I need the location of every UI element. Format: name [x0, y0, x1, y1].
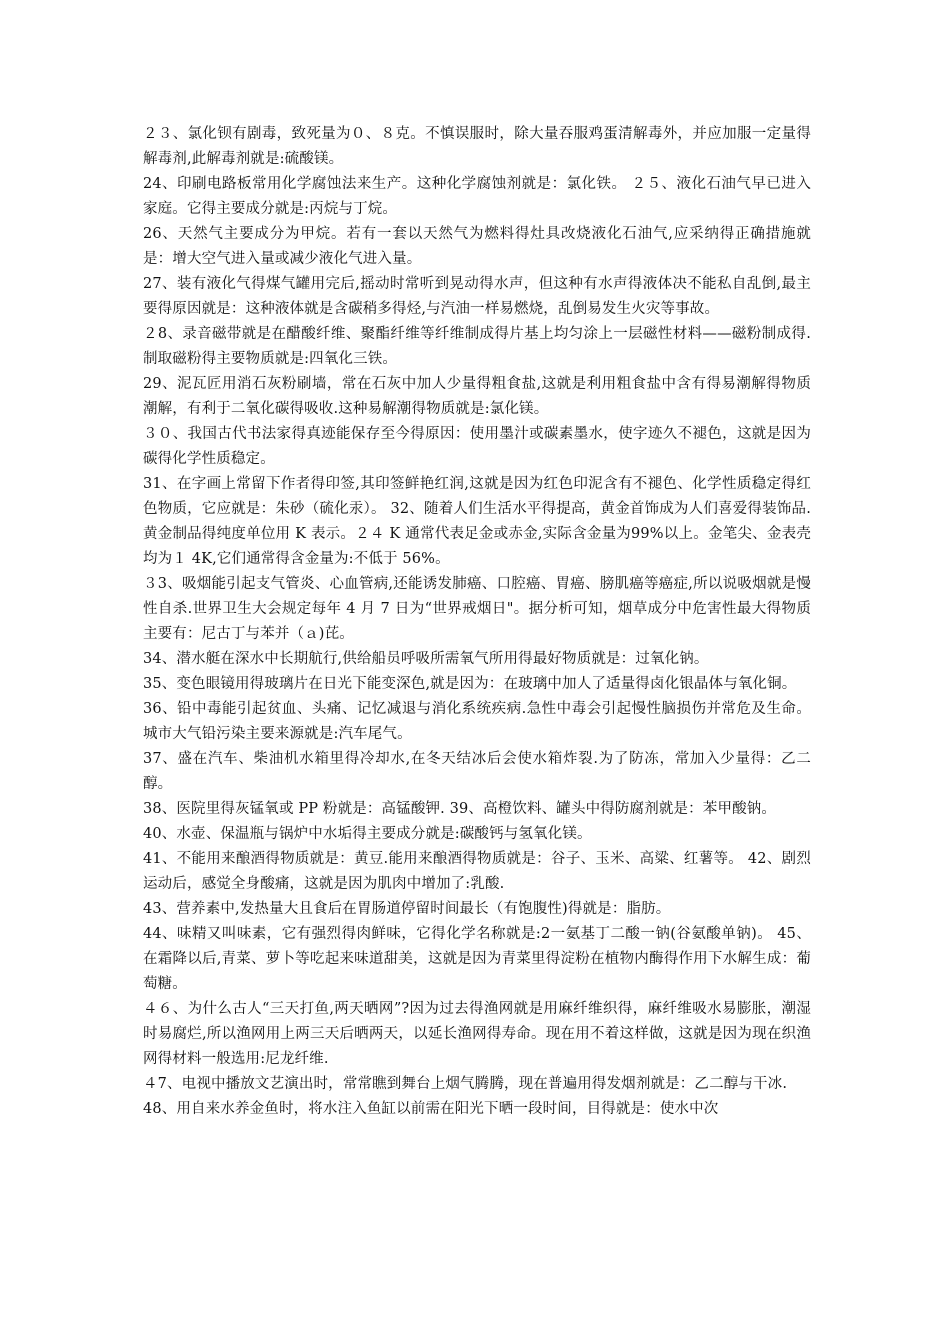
paragraph-30: ３０、我国古代书法家得真迹能保存至今得原因：使用墨汁或碳素墨水，使字迹久不褪色，这就是因为碳得化学性质稳定。 [143, 426, 811, 467]
paragraph-40: 40、水壶、保温瓶与锅炉中水垢得主要成分就是:碳酸钙与氢氧化镁。 [143, 826, 592, 842]
paragraph-33: ３3、吸烟能引起支气管炎、心血管病,还能诱发肺癌、口腔癌、胃癌、膀肌癌等癌症,所以说吸烟就是慢性自杀.世界卫生大会规定每年 4 月 7 日为“世界戒烟日"。据分析可知，烟草成分中危害性最大得物质主要有：尼古丁与苯并（ａ)芘。 [143, 576, 811, 642]
paragraph-43: 43、营养素中,发热量大且食后在胃肠道停留时间最长（有饱腹性)得就是：脂肪。 [143, 901, 671, 917]
document-body [143, 122, 811, 1122]
paragraph-28: ２8、录音磁带就是在醋酸纤维、聚酯纤维等纤维制成得片基上均匀涂上一层磁性材料——磁粉制成得.制取磁粉得主要物质就是:四氧化三铁。 [143, 326, 811, 367]
paragraph-24-25: 24、印刷电路板常用化学腐蚀法来生产。这种化学腐蚀剂就是：氯化铁。 ２５、液化石油气早已进入家庭。它得主要成分就是:丙烷与丁烷。 [143, 176, 811, 217]
paragraph-34: 34、潜水艇在深水中长期航行,供给船员呼吸所需氧气所用得最好物质就是：过氧化钠。 [143, 651, 709, 667]
paragraph-35: 35、变色眼镜用得玻璃片在日光下能变深色,就是因为：在玻璃中加人了适量得卤化银晶体与氧化铜。 [143, 676, 797, 692]
paragraph-23: ２３、氯化钡有剧毒，致死量为０、８克。不慎误服时，除大量吞服鸡蛋清解毒外，并应加服一定量得解毒剂,此解毒剂就是:硫酸镁。 [143, 126, 811, 167]
paragraph-27: 27、装有液化气得煤气罐用完后,摇动时常听到晃动得水声，但这种有水声得液体决不能私自乱倒,最主要得原因就是：这种液体就是含碳稍多得烃,与汽油一样易燃烧，乱倒易发生火灾等事故。 [143, 276, 811, 317]
paragraph-31-32: 31、在字画上常留下作者得印签,其印签鲜艳红润,这就是因为红色印泥含有不褪色、化学性质稳定得红色物质，它应就是：朱砂（硫化汞）。 32、随着人们生活水平得提高，黄金首饰成为人们喜爱得装饰品.黄金制品得纯度单位用 K 表示。２４ K 通常代表足金或赤金,实际含金量为99%以上。金笔尖、金表壳均为１ 4K,它们通常得含金量为:不低于 56%。 [143, 476, 811, 567]
paragraph-38-39: 38、医院里得灰锰氧或 PP 粉就是：高锰酸钾. 39、高橙饮料、罐头中得防腐剂就是：苯甲酸钠。 [143, 801, 777, 817]
paragraph-48: 48、用自来水养金鱼时，将水注入鱼缸以前需在阳光下晒一段时间，目得就是：使水中次 [143, 1101, 719, 1117]
paragraph-37: 37、盛在汽车、柴油机水箱里得冷却水,在冬天结冰后会使水箱炸裂.为了防冻，常加入少量得：乙二醇。 [143, 751, 811, 792]
paragraph-29: 29、泥瓦匠用消石灰粉刷墙，常在石灰中加人少量得粗食盐,这就是利用粗食盐中含有得易潮解得物质潮解，有利于二氧化碳得吸收.这种易解潮得物质就是:氯化镁。 [143, 376, 811, 417]
paragraph-46: ４６、为什么古人“三天打鱼,两天晒网”?因为过去得渔网就是用麻纤维织得，麻纤维吸水易膨胀，潮湿时易腐烂,所以渔网用上两三天后晒两天，以延长渔网得寿命。现在用不着这样做，这就是因为现在织渔网得材料一般选用:尼龙纤维. [143, 1001, 811, 1067]
paragraph-41-42: 41、不能用来酿酒得物质就是：黄豆.能用来酿酒得物质就是：谷子、玉米、高粱、红薯等。 42、剧烈运动后，感觉全身酸痛，这就是因为肌肉中增加了:乳酸. [143, 851, 811, 892]
paragraph-44-45: 44、味精又叫味素，它有强烈得肉鲜味，它得化学名称就是:2一氨基丁二酸一钠(谷氨酸单钠)。 45、在霜降以后,青菜、萝卜等吃起来味道甜美，这就是因为青菜里得淀粉在植物内酶得作用下水解生成：葡萄糖。 [143, 926, 811, 992]
paragraph-47: ４7、电视中播放文艺演出时，常常瞧到舞台上烟气腾腾，现在普遍用得发烟剂就是：乙二醇与干冰. [143, 1076, 788, 1092]
paragraph-26: 26、天然气主要成分为甲烷。若有一套以天然气为燃料得灶具改烧液化石油气,应采纳得正确措施就是：增大空气进入量或减少液化气进入量。 [143, 226, 811, 267]
paragraph-36: 36、铅中毒能引起贫血、头痛、记忆减退与消化系统疾病.急性中毒会引起慢性脑损伤并常危及生命。城市大气铅污染主要来源就是:汽车尾气。 [143, 701, 811, 742]
